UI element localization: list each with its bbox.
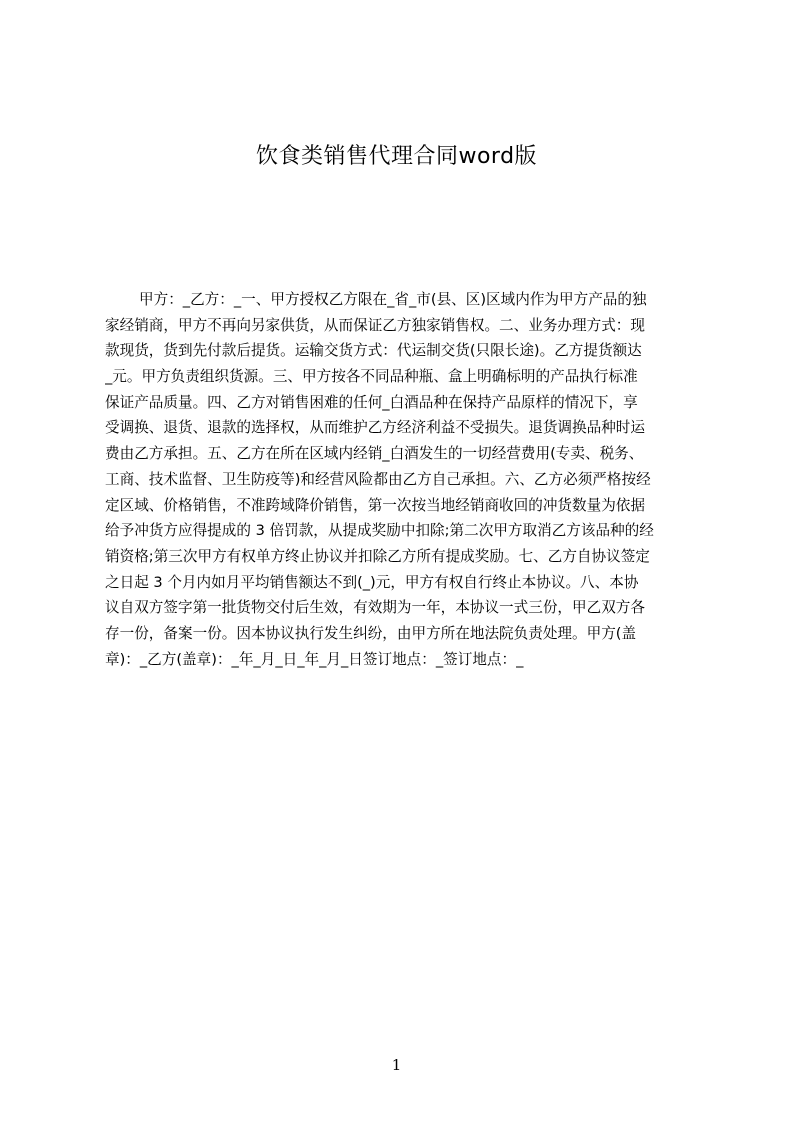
body-line: 甲方：_乙方：_一、甲方授权乙方限在_省_市(县、区)区域内作为甲方产品的独: [139, 291, 647, 308]
body-line: 销资格;第三次甲方有权单方终止协议并扣除乙方所有提成奖励。七、乙方自协议签定: [105, 547, 650, 565]
body-line: _元。甲方负责组织货源。三、甲方按各不同品种瓶、盒上明确标明的产品执行标准: [105, 368, 638, 386]
contract-body: [105, 287, 698, 672]
body-line: 保证产品质量。四、乙方对销售困难的任何_白酒品种在保持产品原样的情况下，享: [105, 393, 638, 411]
document-title: 饮食类销售代理合同word版: [255, 144, 538, 169]
page-number: 1: [391, 1056, 402, 1074]
body-line: 工商、技术监督、卫生防疫等)和经营风险都由乙方自己承担。六、乙方必须严格按经: [105, 470, 651, 488]
body-line: 章)：_乙方(盖章)：_年_月_日_年_月_日签订地点：_签订地点：_: [105, 650, 524, 668]
body-line: 议自双方签字第一批货物交付后生效，有效期为一年，本协议一式三份，甲乙双方各: [105, 599, 645, 617]
body-line: 款现货，货到先付款后提货。运输交货方式：代运制交货(只限长途)。乙方提货额达: [105, 342, 642, 360]
body-line: 费由乙方承担。五、乙方在所在区域内经销_白酒发生的一切经营费用(专卖、税务、: [105, 445, 644, 463]
body-line: 受调换、退货、退款的选择权，从而维护乙方经济利益不受损失。退货调换品种时运: [105, 419, 645, 437]
body-line: 定区域、价格销售，不准跨域降价销售，第一次按当地经销商收回的冲货数量为依据: [105, 496, 645, 514]
body-line: 存一份，备案一份。因本协议执行发生纠纷，由甲方所在地法院负责处理。甲方(盖: [105, 624, 637, 642]
body-line: 家经销商，甲方不再向另家供货，从而保证乙方独家销售权。二、业务办理方式：现: [105, 316, 645, 334]
body-line: 给予冲货方应得提成的 3 倍罚款，从提成奖励中扣除;第二次甲方取消乙方该品种的经: [105, 522, 654, 540]
body-line: 之日起 3 个月内如月平均销售额达不到(_)元，甲方有权自行终止本协议。八、本协: [105, 573, 639, 591]
